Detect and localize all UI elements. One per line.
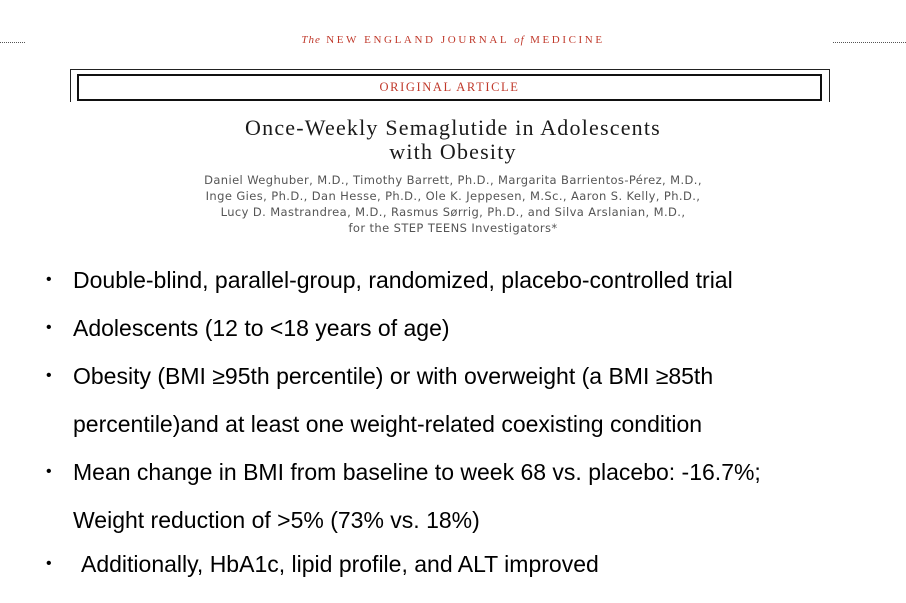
list-item-text: Mean change in BMI from baseline to week 68 vs. placebo: -16.7%; [73, 459, 761, 485]
key-points-list [0, 256, 906, 584]
list-item [0, 352, 906, 448]
article-title-line-2: with Obesity [389, 139, 517, 164]
journal-prefix: The [301, 34, 321, 46]
bullet-dot: • [46, 367, 52, 384]
article-title [0, 116, 906, 164]
bullet-dot: • [46, 271, 52, 288]
list-item-text: Obesity (BMI ≥95th percentile) or with overweight (a BMI ≥85th [73, 363, 714, 389]
list-item [0, 256, 906, 304]
journal-masthead [0, 33, 906, 47]
list-item [0, 448, 906, 544]
bullet-dot: • [46, 555, 52, 572]
article-title-line-1: Once-Weekly Semaglutide in Adolescents [245, 115, 661, 140]
list-item-continuation: percentile)and at least one weight-related coexisting condition [73, 411, 703, 437]
author-line: for the STEP TEENS Investigators* [348, 221, 558, 235]
list-item-text: Double-blind, parallel-group, randomized, placebo-controlled trial [73, 267, 733, 293]
article-type-banner: ORIGINAL ARTICLE [77, 74, 822, 101]
journal-medicine: MEDICINE [530, 34, 605, 46]
author-list [0, 172, 906, 236]
bullet-dot: • [46, 319, 52, 336]
list-item-continuation: Weight reduction of >5% (73% vs. 18%) [73, 507, 480, 533]
journal-name: NEW ENGLAND JOURNAL [326, 34, 509, 46]
journal-of: of [514, 34, 525, 46]
list-item [0, 304, 906, 352]
list-item-text: Adolescents (12 to <18 years of age) [73, 315, 450, 341]
bullet-dot: • [46, 463, 52, 480]
author-line: Daniel Weghuber, M.D., Timothy Barrett, Ph.D., Margarita Barrientos-Pérez, M.D., [204, 173, 702, 187]
list-item [0, 544, 906, 584]
author-line: Lucy D. Mastrandrea, M.D., Rasmus Sørrig, Ph.D., and Silva Arslanian, M.D., [220, 205, 686, 219]
author-line: Inge Gies, Ph.D., Dan Hesse, Ph.D., Ole K. Jeppesen, M.Sc., Aaron S. Kelly, Ph.D., [205, 189, 701, 203]
list-item-text: Additionally, HbA1c, lipid profile, and ALT improved [81, 551, 599, 577]
